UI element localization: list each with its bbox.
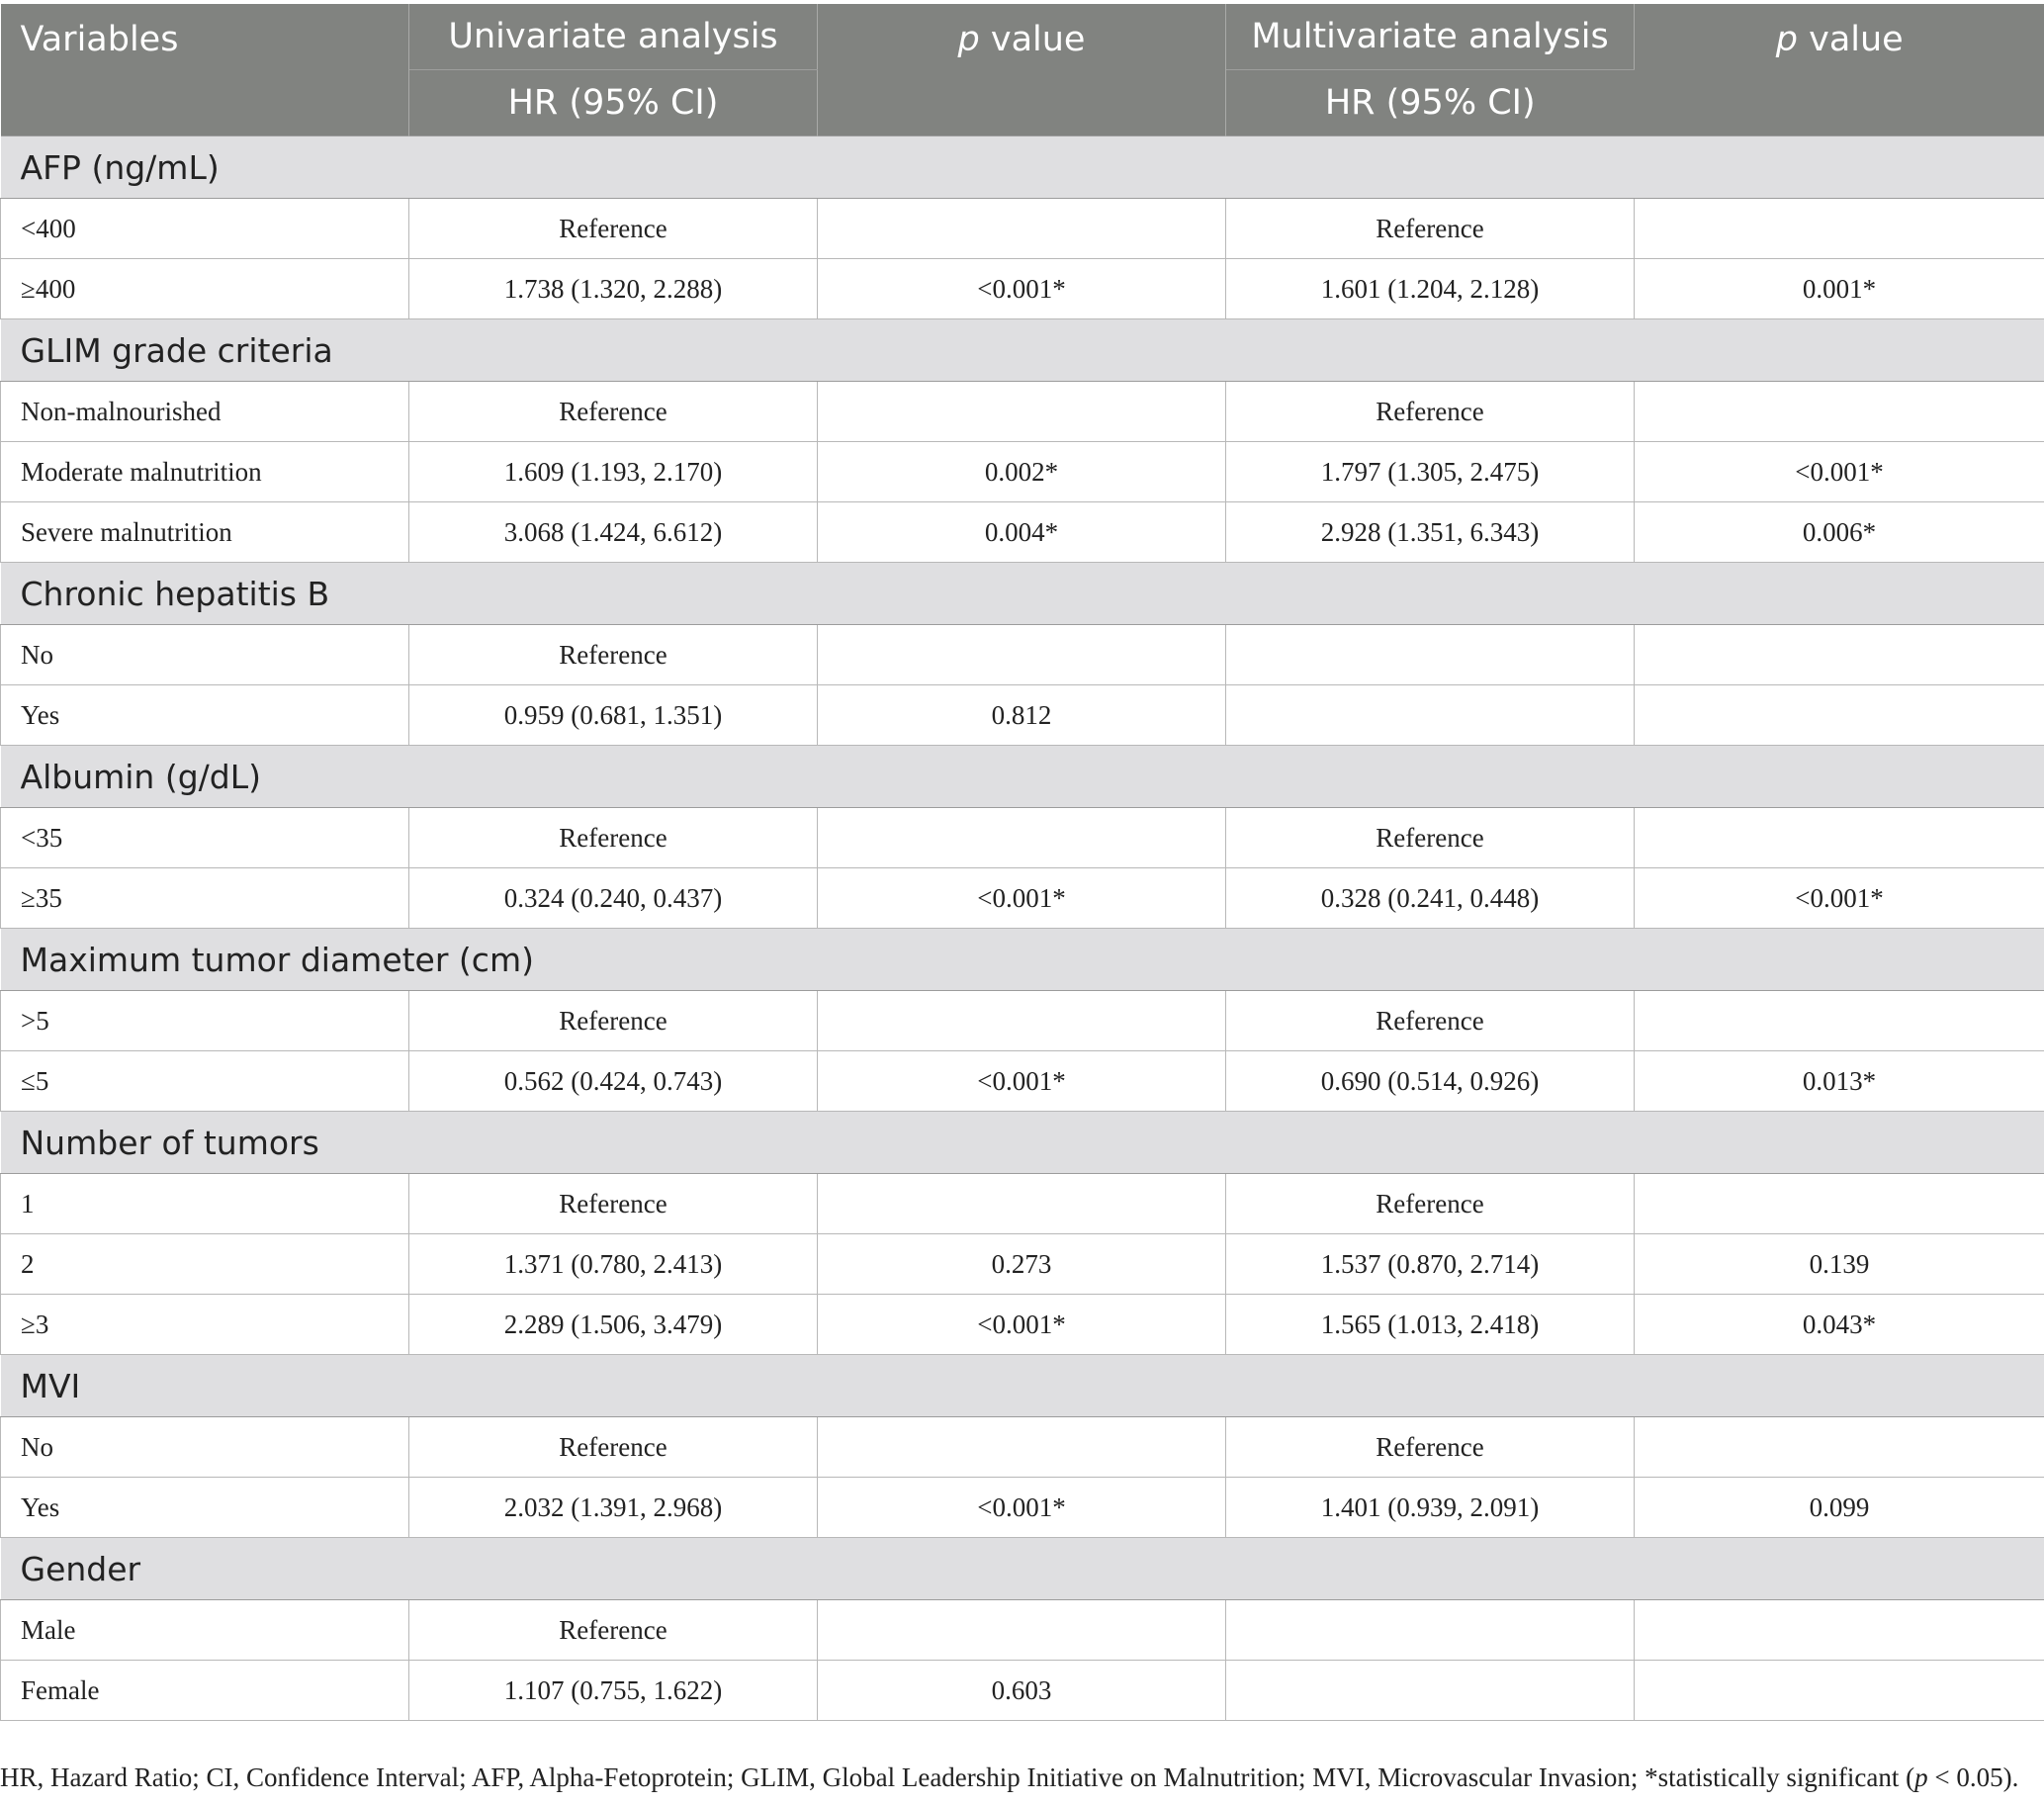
- univariate-p-cell: 0.002*: [818, 442, 1226, 502]
- multivariate-p-cell: [1635, 685, 2044, 746]
- group-title: GLIM grade criteria: [1, 319, 2044, 382]
- group-header-row: [1, 1112, 2044, 1174]
- multivariate-hr-cell: [1226, 1661, 1635, 1721]
- multivariate-hr-cell: Reference: [1226, 1174, 1635, 1234]
- group-header-row: [1, 746, 2044, 808]
- row-label: Yes: [1, 1478, 409, 1538]
- table-row: [1, 1051, 2044, 1112]
- group-header-row: [1, 929, 2044, 991]
- multivariate-hr-cell: [1226, 1600, 1635, 1661]
- univariate-hr-cell: 0.959 (0.681, 1.351): [409, 685, 818, 746]
- table-row: [1, 442, 2044, 502]
- table-row: [1, 259, 2044, 319]
- table-row: [1, 808, 2044, 868]
- univariate-hr-cell: Reference: [409, 991, 818, 1051]
- univariate-hr-cell: Reference: [409, 1417, 818, 1478]
- multivariate-p-cell: [1635, 1661, 2044, 1721]
- table-row: [1, 1661, 2044, 1721]
- multivariate-p-cell: [1635, 1417, 2044, 1478]
- univariate-hr-cell: 1.107 (0.755, 1.622): [409, 1661, 818, 1721]
- multivariate-hr-cell: 1.565 (1.013, 2.418): [1226, 1295, 1635, 1355]
- univariate-p-cell: [818, 808, 1226, 868]
- univariate-p-cell: <0.001*: [818, 1478, 1226, 1538]
- multivariate-p-cell: 0.001*: [1635, 259, 2044, 319]
- univariate-hr-cell: 1.371 (0.780, 2.413): [409, 1234, 818, 1295]
- row-label: ≥400: [1, 259, 409, 319]
- group-header-row: [1, 1538, 2044, 1600]
- univariate-hr-cell: 2.032 (1.391, 2.968): [409, 1478, 818, 1538]
- univariate-p-cell: 0.273: [818, 1234, 1226, 1295]
- multivariate-p-cell: [1635, 625, 2044, 685]
- row-label: 2: [1, 1234, 409, 1295]
- table-row: [1, 1600, 2044, 1661]
- multivariate-p-cell: [1635, 1600, 2044, 1661]
- header-p-value-univariate: p value: [818, 4, 1226, 136]
- multivariate-p-cell: 0.006*: [1635, 502, 2044, 563]
- header-hr-ci-univariate: HR (95% CI): [409, 70, 818, 136]
- univariate-p-cell: 0.603: [818, 1661, 1226, 1721]
- multivariate-hr-cell: 2.928 (1.351, 6.343): [1226, 502, 1635, 563]
- univariate-p-cell: [818, 1174, 1226, 1234]
- table-footnote: HR, Hazard Ratio; CI, Confidence Interval; AFP, Alpha-Fetoprotein; GLIM, Global Leadership Initiative on Malnutrition; MVI, Microvascular Invasion; *statistically significant (p < 0.05).: [0, 1762, 2019, 1792]
- header-variables: Variables: [1, 4, 409, 136]
- univariate-hr-cell: Reference: [409, 1600, 818, 1661]
- univariate-p-cell: <0.001*: [818, 868, 1226, 929]
- table-row: [1, 991, 2044, 1051]
- multivariate-p-cell: 0.043*: [1635, 1295, 2044, 1355]
- row-label: No: [1, 625, 409, 685]
- multivariate-p-cell: 0.139: [1635, 1234, 2044, 1295]
- univariate-p-cell: [818, 625, 1226, 685]
- univariate-p-cell: <0.001*: [818, 259, 1226, 319]
- header-p-value-multivariate: p value: [1635, 4, 2044, 136]
- univariate-p-cell: [818, 199, 1226, 259]
- row-label: ≤5: [1, 1051, 409, 1112]
- multivariate-p-cell: <0.001*: [1635, 868, 2044, 929]
- row-label: Moderate malnutrition: [1, 442, 409, 502]
- univariate-hr-cell: 1.609 (1.193, 2.170): [409, 442, 818, 502]
- table-header: [1, 4, 2044, 136]
- univariate-p-cell: [818, 991, 1226, 1051]
- univariate-p-cell: 0.812: [818, 685, 1226, 746]
- univariate-hr-cell: 0.324 (0.240, 0.437): [409, 868, 818, 929]
- univariate-p-cell: <0.001*: [818, 1295, 1226, 1355]
- multivariate-hr-cell: Reference: [1226, 991, 1635, 1051]
- group-title: Maximum tumor diameter (cm): [1, 929, 2044, 991]
- univariate-p-cell: <0.001*: [818, 1051, 1226, 1112]
- univariate-hr-cell: 2.289 (1.506, 3.479): [409, 1295, 818, 1355]
- row-label: Non-malnourished: [1, 382, 409, 442]
- table-row: [1, 868, 2044, 929]
- multivariate-hr-cell: 1.401 (0.939, 2.091): [1226, 1478, 1635, 1538]
- univariate-hr-cell: Reference: [409, 1174, 818, 1234]
- univariate-hr-cell: 1.738 (1.320, 2.288): [409, 259, 818, 319]
- multivariate-p-cell: [1635, 382, 2044, 442]
- row-label: >5: [1, 991, 409, 1051]
- multivariate-hr-cell: 1.601 (1.204, 2.128): [1226, 259, 1635, 319]
- hazard-ratio-table: [0, 4, 2044, 1721]
- multivariate-p-cell: [1635, 1174, 2044, 1234]
- table-row: [1, 1174, 2044, 1234]
- row-label: <35: [1, 808, 409, 868]
- row-label: ≥3: [1, 1295, 409, 1355]
- multivariate-p-cell: [1635, 991, 2044, 1051]
- univariate-hr-cell: Reference: [409, 808, 818, 868]
- multivariate-p-cell: 0.013*: [1635, 1051, 2044, 1112]
- group-title: Albumin (g/dL): [1, 746, 2044, 808]
- header-hr-ci-multivariate: HR (95% CI): [1226, 70, 1635, 136]
- multivariate-p-cell: [1635, 199, 2044, 259]
- header-univariate: Univariate analysis: [409, 4, 818, 70]
- row-label: No: [1, 1417, 409, 1478]
- multivariate-hr-cell: 0.690 (0.514, 0.926): [1226, 1051, 1635, 1112]
- multivariate-p-cell: [1635, 808, 2044, 868]
- table-row: [1, 685, 2044, 746]
- group-header-row: [1, 563, 2044, 625]
- multivariate-hr-cell: [1226, 685, 1635, 746]
- multivariate-p-cell: <0.001*: [1635, 442, 2044, 502]
- univariate-p-cell: [818, 382, 1226, 442]
- row-label: Severe malnutrition: [1, 502, 409, 563]
- multivariate-hr-cell: Reference: [1226, 382, 1635, 442]
- table-row: [1, 382, 2044, 442]
- row-label: <400: [1, 199, 409, 259]
- group-title: AFP (ng/mL): [1, 136, 2044, 199]
- univariate-hr-cell: 0.562 (0.424, 0.743): [409, 1051, 818, 1112]
- row-label: ≥35: [1, 868, 409, 929]
- univariate-p-cell: 0.004*: [818, 502, 1226, 563]
- multivariate-hr-cell: 1.537 (0.870, 2.714): [1226, 1234, 1635, 1295]
- table-row: [1, 1478, 2044, 1538]
- multivariate-hr-cell: [1226, 625, 1635, 685]
- univariate-hr-cell: Reference: [409, 625, 818, 685]
- table-row: [1, 1417, 2044, 1478]
- group-title: MVI: [1, 1355, 2044, 1417]
- multivariate-hr-cell: Reference: [1226, 808, 1635, 868]
- group-title: Gender: [1, 1538, 2044, 1600]
- multivariate-hr-cell: 1.797 (1.305, 2.475): [1226, 442, 1635, 502]
- univariate-hr-cell: 3.068 (1.424, 6.612): [409, 502, 818, 563]
- row-label: Yes: [1, 685, 409, 746]
- group-header-row: [1, 1355, 2044, 1417]
- table-row: [1, 1234, 2044, 1295]
- univariate-p-cell: [818, 1600, 1226, 1661]
- table-row: [1, 502, 2044, 563]
- univariate-p-cell: [818, 1417, 1226, 1478]
- univariate-hr-cell: Reference: [409, 382, 818, 442]
- header-multivariate: Multivariate analysis: [1226, 4, 1635, 70]
- multivariate-hr-cell: Reference: [1226, 1417, 1635, 1478]
- group-title: Number of tumors: [1, 1112, 2044, 1174]
- table-row: [1, 1295, 2044, 1355]
- multivariate-hr-cell: 0.328 (0.241, 0.448): [1226, 868, 1635, 929]
- row-label: 1: [1, 1174, 409, 1234]
- table-row: [1, 199, 2044, 259]
- row-label: Male: [1, 1600, 409, 1661]
- table-body: [1, 136, 2044, 1721]
- group-title: Chronic hepatitis B: [1, 563, 2044, 625]
- table-row: [1, 625, 2044, 685]
- group-header-row: [1, 319, 2044, 382]
- univariate-hr-cell: Reference: [409, 199, 818, 259]
- group-header-row: [1, 136, 2044, 199]
- row-label: Female: [1, 1661, 409, 1721]
- multivariate-hr-cell: Reference: [1226, 199, 1635, 259]
- multivariate-p-cell: 0.099: [1635, 1478, 2044, 1538]
